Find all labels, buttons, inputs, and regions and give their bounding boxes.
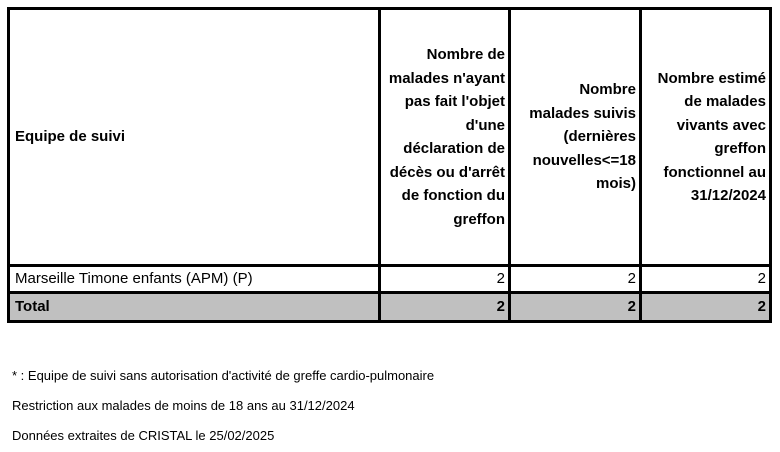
follow-up-table: [7, 7, 772, 323]
total-row: [9, 293, 771, 322]
row-not-declared: 2: [380, 266, 510, 293]
row-estimated-alive: 2: [641, 266, 771, 293]
total-not-declared: 2: [380, 293, 510, 322]
notes-section: [12, 368, 434, 452]
header-followed: Nombre malades suivis (dernières nouvelles<=18 mois): [510, 9, 641, 266]
total-followed: 2: [510, 293, 641, 322]
header-not-declared: Nombre de malades n'ayant pas fait l'objet d'une déclaration de décès ou d'arrêt de fonction du greffon: [380, 9, 510, 266]
row-team: Marseille Timone enfants (APM) (P): [9, 266, 380, 293]
restriction-text: Restriction aux malades de moins de 18 ans au 31/12/2024: [12, 398, 355, 413]
total-estimated-alive: 2: [641, 293, 771, 322]
footnote-text: * : Equipe de suivi sans autorisation d'activité de greffe cardio-pulmonaire: [12, 368, 435, 383]
table-row: [9, 266, 771, 293]
header-estimated-alive: Nombre estimé de malades vivants avec greffon fonctionnel au 31/12/2024: [641, 9, 771, 266]
row-followed: 2: [510, 266, 641, 293]
total-label: Total: [9, 293, 380, 322]
header-team: Equipe de suivi: [9, 9, 380, 266]
header-row: [9, 9, 771, 266]
source-text: Données extraites de CRISTAL le 25/02/2025: [12, 428, 275, 443]
